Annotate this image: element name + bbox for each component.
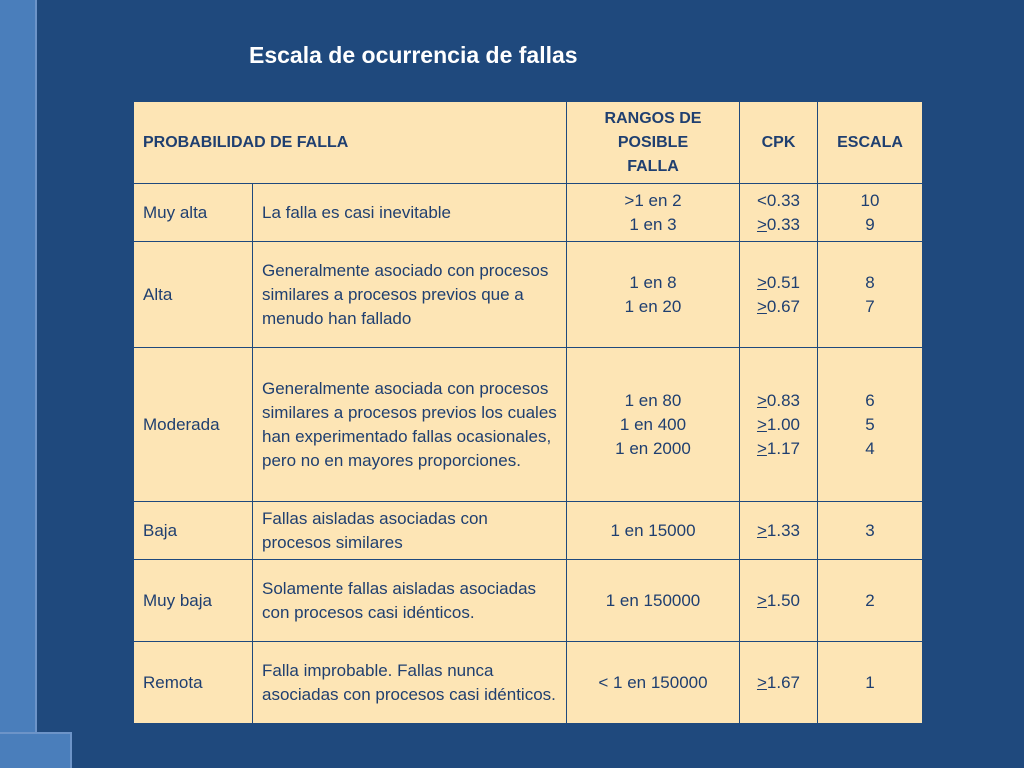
table-row: [134, 642, 923, 724]
escala-value: 10: [860, 190, 880, 210]
cell-escala: [818, 642, 923, 724]
cell-cpk: [740, 184, 818, 242]
header-row: [134, 102, 923, 184]
header-rangos-line: POSIBLE: [617, 133, 689, 151]
cell-nivel: Muy baja: [134, 560, 253, 642]
cell-descripcion: Generalmente asociada con procesos similares a procesos previos los cuales han experimentado fallas ocasionales, pero no en mayores proporciones.: [253, 348, 567, 502]
cell-cpk: [740, 502, 818, 560]
decorative-bracket-horizontal: [0, 732, 72, 768]
cpk-number: 1.00: [766, 414, 801, 434]
escala-value: 6: [865, 390, 875, 410]
header-rangos: [567, 102, 740, 184]
cpk-operator: >: [756, 272, 767, 292]
cell-escala: [818, 348, 923, 502]
cell-nivel: Moderada: [134, 348, 253, 502]
escala-value: 4: [865, 438, 875, 458]
table-row: [134, 242, 923, 348]
cell-descripcion: Solamente fallas aisladas asociadas con procesos casi idénticos.: [253, 560, 567, 642]
cpk-operator: >: [756, 590, 767, 610]
cell-descripcion: Generalmente asociado con procesos similares a procesos previos que a menudo han fallado: [253, 242, 567, 348]
rango-value: 1 en 8: [629, 272, 677, 292]
cell-descripcion: Falla improbable. Fallas nunca asociadas con procesos casi idénticos.: [253, 642, 567, 724]
header-rangos-line: RANGOS DE: [604, 109, 702, 127]
cpk-number: 0.83: [766, 390, 801, 410]
header-cpk: CPK: [740, 102, 818, 184]
cell-rangos: [567, 560, 740, 642]
cpk-operator: >: [756, 390, 767, 410]
escala-value: 3: [865, 520, 875, 540]
cell-cpk: [740, 642, 818, 724]
cpk-number: 0.51: [766, 272, 801, 292]
cpk-value: [749, 189, 808, 213]
cpk-value: [749, 519, 808, 543]
cpk-value: [749, 213, 808, 237]
cpk-number: 1.50: [766, 590, 801, 610]
cpk-operator: >: [756, 438, 767, 458]
cell-cpk: [740, 242, 818, 348]
rango-value: 1 en 80: [624, 390, 682, 410]
cell-escala: [818, 184, 923, 242]
cell-escala: [818, 502, 923, 560]
cpk-value: [749, 589, 808, 613]
cell-nivel: Alta: [134, 242, 253, 348]
cpk-number: 0.33: [766, 214, 801, 234]
cpk-operator: >: [756, 520, 767, 540]
cpk-operator: >: [756, 296, 767, 316]
decorative-bracket-vertical: [0, 0, 37, 732]
cpk-value: [749, 295, 808, 319]
cell-rangos: [567, 242, 740, 348]
cell-escala: [818, 242, 923, 348]
table-row: [134, 348, 923, 502]
cell-nivel: Muy alta: [134, 184, 253, 242]
escala-value: 9: [865, 214, 875, 234]
cell-descripcion: Fallas aisladas asociadas con procesos similares: [253, 502, 567, 560]
rango-value: 1 en 3: [629, 214, 677, 234]
cpk-number: 0.67: [766, 296, 801, 316]
cpk-value: [749, 437, 808, 461]
table-row: [134, 560, 923, 642]
cell-descripcion: La falla es casi inevitable: [253, 184, 567, 242]
cell-rangos: [567, 348, 740, 502]
escala-value: 5: [865, 414, 875, 434]
cell-rangos: [567, 502, 740, 560]
cpk-number: 0.33: [766, 190, 801, 210]
cell-escala: [818, 560, 923, 642]
cell-cpk: [740, 348, 818, 502]
escala-value: 8: [865, 272, 875, 292]
cpk-value: [749, 413, 808, 437]
rango-value: 1 en 2000: [615, 438, 691, 458]
table-row: [134, 502, 923, 560]
escala-value: 2: [865, 590, 875, 610]
header-escala: ESCALA: [818, 102, 923, 184]
header-rangos-line: FALLA: [627, 157, 679, 175]
cpk-operator: >: [756, 214, 767, 234]
cpk-number: 1.67: [766, 672, 801, 692]
header-probabilidad: PROBABILIDAD DE FALLA: [134, 102, 567, 184]
escala-value: 1: [865, 672, 875, 692]
occurrence-scale-table: [133, 101, 923, 724]
rango-value: 1 en 20: [624, 296, 682, 316]
escala-value: 7: [865, 296, 875, 316]
rango-value: 1 en 150000: [605, 590, 701, 610]
cpk-value: [749, 389, 808, 413]
cpk-operator: <: [756, 190, 767, 210]
rango-value: 1 en 400: [619, 414, 687, 434]
rango-value: < 1 en 150000: [598, 672, 708, 692]
cell-cpk: [740, 560, 818, 642]
rango-value: >1 en 2: [624, 190, 682, 210]
cell-nivel: Baja: [134, 502, 253, 560]
cpk-number: 1.17: [766, 438, 801, 458]
cpk-number: 1.33: [766, 520, 801, 540]
cpk-operator: >: [756, 672, 767, 692]
cell-nivel: Remota: [134, 642, 253, 724]
cpk-value: [749, 271, 808, 295]
cell-rangos: [567, 184, 740, 242]
cpk-value: [749, 671, 808, 695]
cell-rangos: [567, 642, 740, 724]
cpk-operator: >: [756, 414, 767, 434]
slide-title: Escala de ocurrencia de fallas: [249, 42, 578, 68]
rango-value: 1 en 15000: [610, 520, 696, 540]
table-row: [134, 184, 923, 242]
